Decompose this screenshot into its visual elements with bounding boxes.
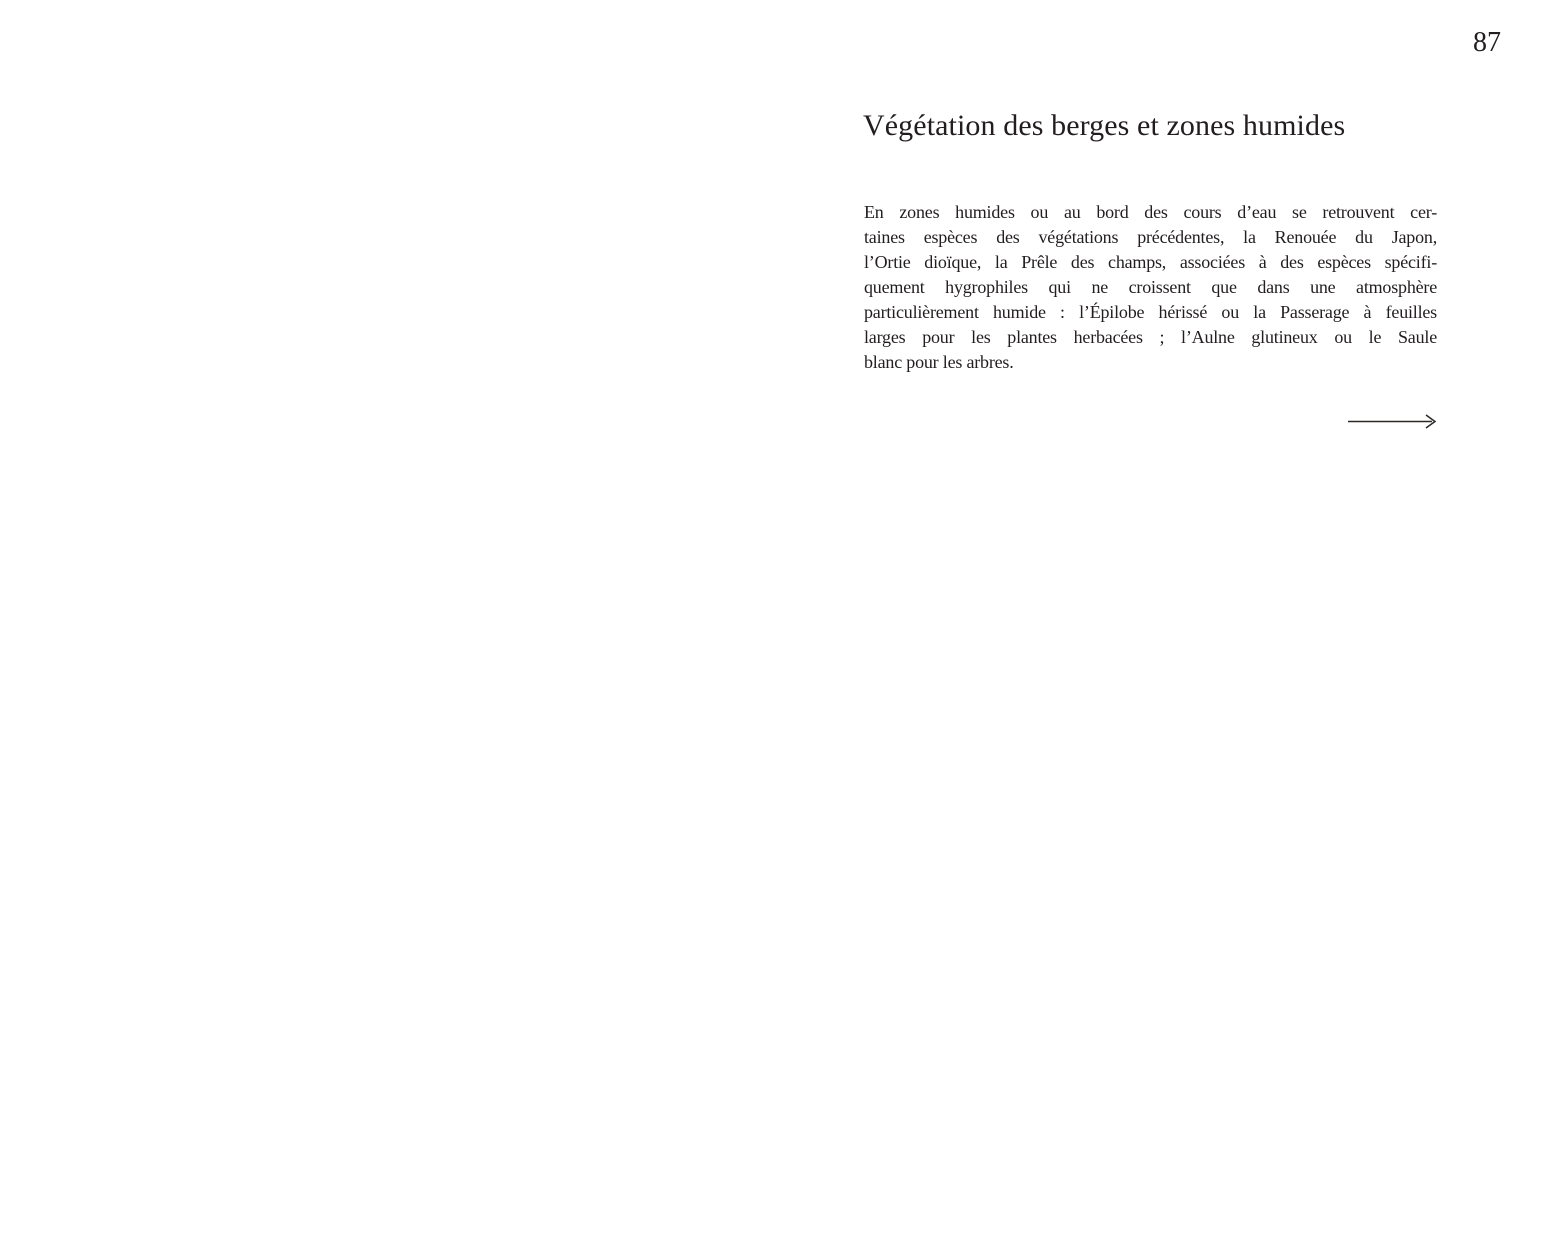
long-right-arrow-icon (1347, 412, 1437, 430)
paragraph-line: blanc pour les arbres. (864, 352, 1014, 372)
page-number: 87 (1473, 27, 1501, 58)
body-paragraph (864, 200, 1437, 375)
paragraph-line: taines espèces des végétations précédentes, la Renouée du Japon, (864, 227, 1437, 247)
paragraph-line: quement hygrophiles qui ne croissent que dans une atmosphère (864, 277, 1437, 297)
section-title: Végétation des berges et zones humides (863, 109, 1346, 142)
paragraph-line: particulièrement humide : l’Épilobe hérissé ou la Passerage à feuilles (864, 302, 1437, 322)
paragraph-line: En zones humides ou au bord des cours d’eau se retrouvent cer- (864, 202, 1437, 222)
paragraph-line: larges pour les plantes herbacées ; l’Aulne glutineux ou le Saule (864, 327, 1437, 347)
paragraph-line: l’Ortie dioïque, la Prêle des champs, associées à des espèces spécifi- (864, 252, 1437, 272)
